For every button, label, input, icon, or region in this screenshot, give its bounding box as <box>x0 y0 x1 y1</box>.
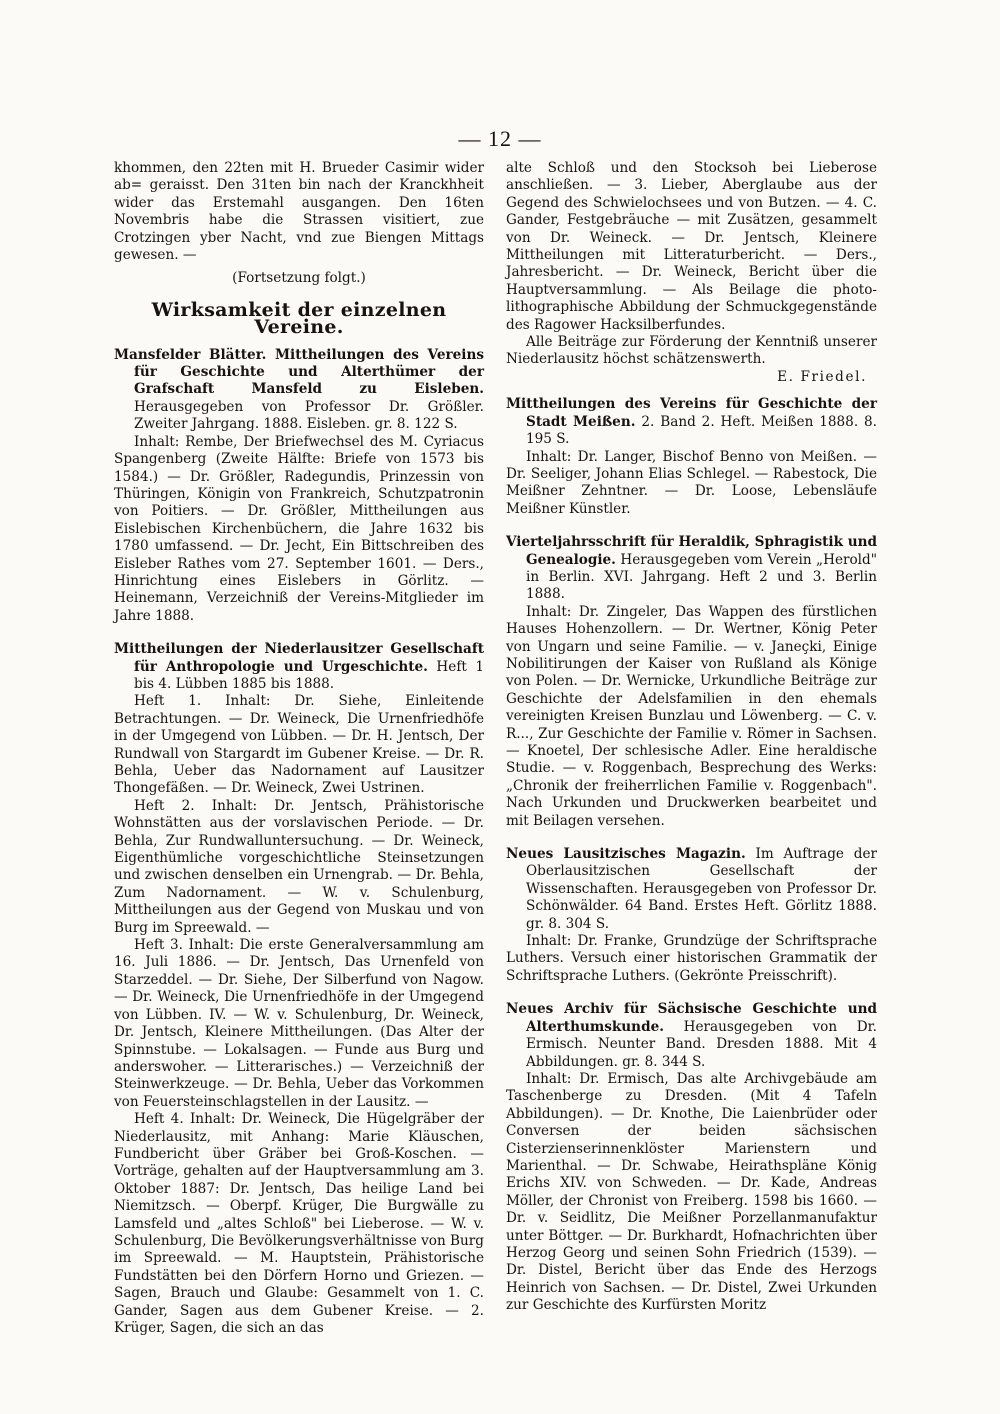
entry-contents: Inhalt: Dr. Ermisch, Das alte Archivgebäude am Taschenberge zu Dresden. (Mit 4 Tafeln Abbildungen). — Dr. Knothe, Die Laienbrüder oder Conversen der beiden sächsischen Cisterzienserinnenklöster Marienstern und Marienthal. — Dr. Schwabe, Heirathspläne König Erichs XIV. von Schweden. — Dr. Kade, Andreas Möller, der Chronist von Freiberg. 1598 bis 1660. — Dr. v. Seidlitz, Die Meißner Porzellanmanufaktur unter Böttger. — Dr. Burkhardt, Hofnachrichten über Herzog Georg und seinen Sohn Friedrich (1539). — Dr. Distel, Bericht über das Ende des Herzogs Heinrich von Sachsen. — Dr. Distel, Zwei Urkunden zur Geschichte des Kurfürsten Moritz <box>506 1070 877 1314</box>
entry-heraldik <box>506 534 877 604</box>
heft-3-contents: Heft 3. Inhalt: Die erste Generalversammlung am 16. Juli 1886. — Dr. Jentsch, Das Urnenfeld von Starzeddel. — Dr. Siehe, Der Silberfund von Nagow. — Dr. Weineck, Die Urnenfriedhöfe in der Umgegend von Lübben. IV. — W. v. Schulenburg, Dr. Weineck, Dr. Jentsch, Kleinere Mittheilungen. (Das Alter der Spinnstube. — Lokalsagen. — Funde aus Burg und anderswoher. — Litterarisches.) — Verzeichniß der Steinwerkzeuge. — Dr. Behla, Ueber das Vorkommen von Feuersteinschlagstellen in der Lausitz. — <box>114 937 484 1110</box>
heft-4-contents: Heft 4. Inhalt: Dr. Weineck, Die Hügelgräber der Niederlausitz, mit Anhang: Marie Kläuschen, Fundbericht über Gräber bei Groß-Koschen. — Vorträge, gehalten auf der Hauptversammlung am 3. Oktober 1887: Dr. Jentsch, Das heilige Land bei Niemitzsch. — Oberpf. Krüger, Die Burgwälle zu Lamsfeld und „altes Schloß" bei Lieberose. — W. v. Schulenburg, Die Bevölkerungsverhältnisse von Burg im Spreewald. — M. Hauptstein, Prähistorische Fundstätten bei den Dörfern Horno und Griezen. — Sagen, Brauch und Glaube: Gesammelt von 1. C. Gander, Sagen aus dem Gubener Kreise. — 2. Krüger, Sagen, die sich an das <box>114 1111 484 1336</box>
heft-1-contents: Heft 1. Inhalt: Dr. Siehe, Einleitende Betrachtungen. — Dr. Weineck, Die Urnenfriedhöfe in der Umgegend von Lübben. — Dr. H. Jentsch, Der Rundwall von Stargardt im Gubener Kreise. — Dr. R. Behla, Ueber das Nadornament auf Lausitzer Thongefäßen. — Dr. Weineck, Zwei Ustrinen. <box>114 693 484 797</box>
left-column <box>114 160 484 1337</box>
entry-meta: Heft 1 bis 4. Lübben 1885 bis 1888. <box>134 658 484 692</box>
entry-meta: 2. Band 2. Heft. Meißen 1888. 8. 195 S. <box>526 413 878 448</box>
entry-contents: Inhalt: Dr. Langer, Bischof Benno von Meißen. — Dr. Seeliger, Johann Elias Schlegel. — Rabestock, Die Meißner Zehntner. — Dr. Loose, Lebensläufe Meißner Künstler. <box>506 448 877 517</box>
section-title: Wirksamkeit der einzelnen Vereine. <box>151 298 447 339</box>
entry-meta: Herausgegeben vom Verein „Herold" in Berlin. XVI. Jahrgang. Heft 2 und 3. Berlin 1888. <box>526 551 877 603</box>
entry-contents: Inhalt: Rembe, Der Briefwechsel des M. Cyriacus Spangenberg (Zweite Hälfte: Briefe von 1573 bis 1584.) — Dr. Größler, Radegundis, Prinzessin von Thüringen, Königin von Frankreich, Schutzpatronin von Poitiers. — Dr. Größler, Mittheilungen aus Eislebischen Kirchenbüchern, die Jahre 1632 bis 1780 umfassend. — Dr. Jecht, Ein Bittschreiben des Eisleber Rathes vom 27. September 1601. — Ders., Hinrichtung eines Eislebers in Görlitz. — Heinemann, Verzeichniß der Vereins-Mitglieder im Jahre 1888. <box>114 433 484 624</box>
entry-title: Mittheilungen des Vereins für Geschichte der Stadt Meißen. <box>506 396 877 430</box>
entry-contents: Inhalt: Dr. Zingeler, Das Wappen des fürstlichen Hauses Hohenzollern. — Dr. Wertner, König Peter von Ungarn und seine Familie. — v. Janeçki, Einige Nobilitirungen der Kaiser von Rußland als Könige von Polen. — Dr. Wernicke, Urkundliche Beiträge zur Geschichte der Adelsfamilien in den ehemals vereinigten Kreisen Bunzlau und Löwenberg. — C. v. R..., Zur Geschichte der Familie v. Römer in Sachsen. — Knoetel, Der schlesische Adler. Eine heraldische Studie. — v. Roggenbach, Besprechung des Werks: „Chronik der freiherrlichen Familie v. Roggenbach". Nach Urkunden und Druckwerken bearbeitet und mit Beilagen versehen. <box>506 603 877 829</box>
entry-title: Mansfelder Blätter. Mittheilungen des Vereins für Geschichte und Alterthümer der Grafschaft Mansfeld zu Eisleben. <box>114 346 484 398</box>
right-column <box>506 160 877 1315</box>
continued-note: (Fortsetzung folgt.) <box>232 270 366 287</box>
entry-meta: Herausgegeben von Dr. Ermisch. Neunter Band. Dresden 1888. Mit 4 Abbildungen. gr. 8. 344 S. <box>526 1018 877 1070</box>
heft-2-contents: Heft 2. Inhalt: Dr. Jentsch, Prähistorische Wohnstätten aus der vorslavischen Periode. — Dr. Behla, Zur Rundwalluntersuchung. — Dr. Weineck, Eigenthümliche vorgeschichtliche Steinsetzungen und zwischen denselben ein Urnengrab. — Dr. Behla, Zum Nadornament. — W. v. Schulenburg, Mittheilungen aus der Gegend von Muskau und von Burg im Spreewald. — <box>114 797 484 936</box>
entry-niederlausitz <box>114 641 484 693</box>
entry-saechsisches-archiv <box>506 1001 877 1071</box>
entry-mansfelder <box>114 347 484 434</box>
entry-meissen <box>506 396 877 448</box>
entry-meta: Im Auftrage der Oberlausitzischen Gesellschaft der Wissenschaften. Herausgegeben von Professor Dr. Schönwälder. 64 Band. Erstes Heft. Görlitz 1888. gr. 8. 304 S. <box>526 846 877 932</box>
entry-lausitz-magazin <box>506 846 877 933</box>
entry-title: Vierteljahrsschrift für Heraldik, Sphragistik und Genealogie. <box>506 534 877 568</box>
entry-meta: Herausgegeben von Professor Dr. Größler. Zweiter Jahrgang. 1888. Eisleben. gr. 8. 122 S. <box>134 398 484 433</box>
diary-continuation: khommen, den 22ten mit H. Brueder Casimir wider ab= geraisst. Den 31ten bin nach der Kranckhheit wider das Erstemahl ausgangen. Den 16ten Novembris habe die Strassen visitiert, zue Crotzingen yber Nacht, vnd zue Biengen Mittags gewesen. — <box>114 160 484 264</box>
page-number: — 12 — <box>458 126 542 151</box>
closing-remark: Alle Beiträge zur Förderung der Kenntniß unserer Niederlausitz höchst schätzenswerth. <box>506 334 877 368</box>
entry-title: Neues Lausitzisches Magazin. <box>506 846 746 863</box>
signature: E. Friedel. <box>777 368 867 385</box>
continued-contents: alte Schloß und den Stocksoh bei Lieberose anschließen. — 3. Lieber, Aberglaube aus der Gegend des Schwielochsees und von Butzen. — 4. C. Gander, Festgebräuche — mit Zusätzen, gesammelt von Dr. Weineck. — Dr. Jentsch, Kleinere Mittheilungen mit Litteraturbericht. — Ders., Jahresbericht. — Dr. Weineck, Bericht über die Hauptversammlung. — Als Beilage die photo-lithographische Abbildung der Schmuckgegenstände des Ragower Hacksilberfundes. <box>506 160 877 333</box>
entry-contents: Inhalt: Dr. Franke, Grundzüge der Schriftsprache Luthers. Versuch einer historischen Grammatik der Schriftsprache Luthers. (Gekrönte Preisschrift). <box>506 933 877 984</box>
entry-title: Neues Archiv für Sächsische Geschichte und Alterthumskunde. <box>506 1001 877 1035</box>
entry-title: Mittheilungen der Niederlausitzer Gesellschaft für Anthropologie und Urgeschichte. <box>114 641 484 675</box>
